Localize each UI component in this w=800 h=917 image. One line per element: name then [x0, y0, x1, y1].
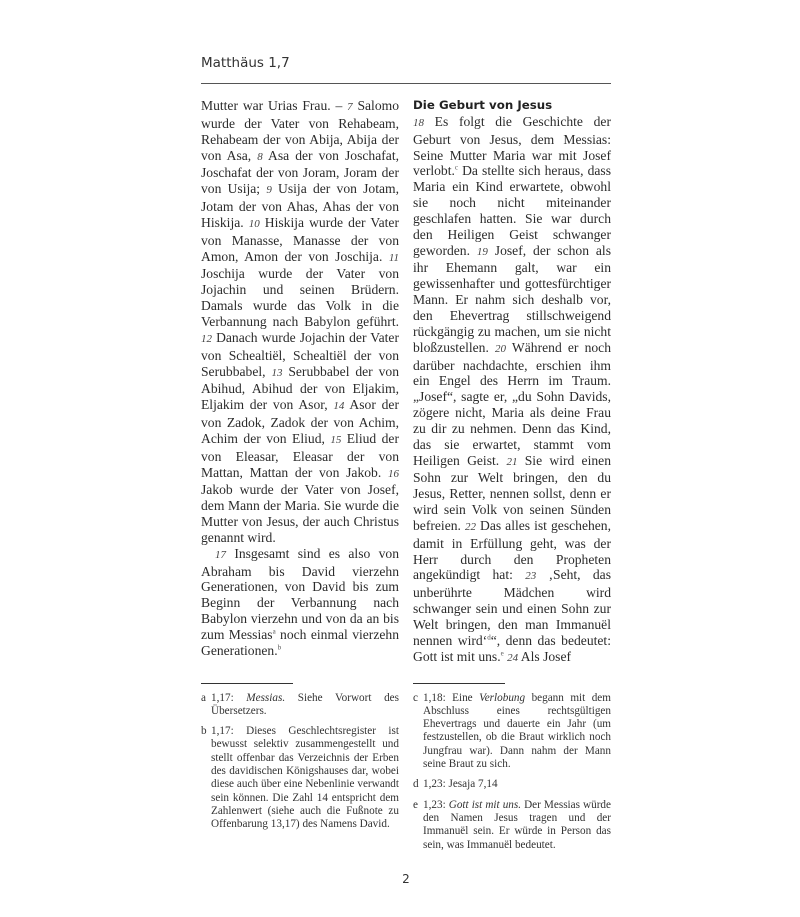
text-run: Usija der von Jotam, Jotam der von Ahas, Ahas der von Hiskija.	[201, 181, 399, 230]
text-run: Danach wurde Jojachin der Vater von Schealtiël, Schealtiël der von Serubbabel,	[201, 329, 399, 379]
text-run: Das alles ist geschehen, damit in Erfüllung geht, was der Herr durch den Propheten angekündigt hat:	[413, 517, 612, 583]
text-run: 1,17: Dieses Geschlechtsregister ist bewusst selektiv zusammengestellt und stellt offenbar das Verzeichnis der Erben des davidischen Königshauses dar, wobei diese auch über eine Nebenlinie verwandt sein können. Die Zahl 14 entspricht dem Zahlenwert (siehe auch die Fußnote zu Offenbarung 13,17) des Namens David.	[211, 725, 399, 831]
footnotes-right	[413, 692, 611, 852]
verse-number: 10	[248, 217, 260, 230]
verse-number: 7	[347, 101, 353, 113]
footnote-italic-term: Gott ist mit uns.	[448, 798, 522, 811]
paragraph-genealogy	[201, 98, 399, 546]
footnote-reference[interactable]: c	[454, 163, 459, 172]
verse-number: 19	[476, 245, 488, 258]
verse-number: 13	[271, 366, 283, 379]
footnote-reference[interactable]: b	[277, 643, 282, 652]
verse-number: 8	[257, 150, 263, 163]
text-run: Salomo wurde der Vater von Rehabeam, Rehabeam der von Abija, Abija der von Asa,	[201, 98, 399, 163]
footnote-reference[interactable]: d	[487, 633, 491, 642]
verse-number: 18	[413, 116, 424, 129]
footnote	[201, 692, 399, 719]
text-run: Asor der von Zadok, Zadok der von Achim, Achim der von Eliud,	[201, 397, 399, 446]
footnote-mark: c	[413, 691, 418, 704]
text-run: Hiskija wurde der Vater von Manasse, Manasse der von Amon, Amon der von Joschija.	[201, 214, 399, 264]
paragraph-birth-of-jesus	[413, 114, 611, 667]
footnote-reference[interactable]: e	[500, 649, 504, 658]
footnote	[413, 799, 611, 852]
footnote-mark: d	[413, 778, 419, 791]
text-run: 1,18: Eine	[423, 691, 480, 704]
section-heading: Die Geburt von Jesus	[413, 98, 553, 112]
text-run: ‚Seht, das unberührte Mädchen wird schwanger sein und einen Sohn zur Welt bringen, den man Immanuël nennen wird‘	[413, 567, 611, 648]
text-run: Serubbabel der von Abihud, Abihud der von Eljakim, Eljakim der von Asor,	[201, 363, 399, 413]
verse-number: 15	[330, 433, 342, 446]
footnotes-right-column	[413, 683, 611, 859]
text-run: noch einmal vierzehn Generationen.	[201, 627, 399, 658]
verse-number: 16	[388, 467, 399, 480]
verse-number: 23	[525, 570, 537, 583]
header-rule	[201, 83, 611, 84]
text-run: Es folgt die Geschichte der Geburt von Jesus, dem Messias: Seine Mutter Maria war mit Josef verlobt.	[413, 113, 611, 179]
footnote	[413, 778, 611, 791]
page-number: 2	[402, 871, 410, 886]
verse-number: 20	[495, 342, 507, 355]
text-run: “, denn das bedeutet: Gott ist mit uns.	[413, 632, 611, 664]
footnote-area	[201, 683, 611, 859]
footnote-text	[211, 725, 399, 831]
text-run: begann mit dem Abschluss eines rechtsgültigen Ehevertrags und dauerte ein Jahr (um festzustellen, ob die Braut wirklich noch Jungfrau war). Dann nahm der Mann seine Braut zu sich.	[423, 691, 611, 771]
text-run: Jakob wurde der Vater von Josef, dem Mann der Maria. Sie wurde die Mutter von Jesus, der auch Christus genannt wird.	[201, 482, 399, 545]
running-head: Matthäus 1,7	[201, 55, 290, 71]
footnote-rule-left	[201, 683, 293, 684]
footnotes-left	[201, 692, 399, 832]
left-text-column	[201, 98, 399, 667]
footnotes-left-column	[201, 683, 399, 859]
text-run: Sie wird einen Sohn zur Welt bringen, den du Jesus, Retter, nennen sollst, denn er wird sein Volk von seinen Sünden befreien.	[413, 452, 611, 533]
text-run: Insgesamt sind es also von Abraham bis David vierzehn Generationen, von David bis zum Beginn der Verbannung nach Babylon vierzehn und von da an bis zum Messias	[201, 545, 399, 642]
page-content	[201, 0, 611, 917]
text-run: 1,17:	[211, 691, 247, 704]
text-run: Als Josef	[518, 648, 572, 664]
text-run: Während er noch darüber nachdachte, erschien ihm ein Engel des Herrn im Traum. „Josef“, sagte er, „du Sohn Davids, zögere nicht, Maria als deine Frau zu dir zu nehmen. Denn das Kind, das sie erwartet, stammt vom Heiligen Geist.	[413, 339, 612, 468]
text-run: 1,23:	[423, 798, 449, 811]
text-run: Da stellte sich heraus, dass Maria ein Kind erwartete, obwohl sie noch nicht miteinander geschlafen hatten. Sie war durch den Heiligen Geist schwanger geworden.	[413, 163, 611, 258]
footnote-mark: b	[201, 725, 207, 738]
text-run: 1,23: Jesaja 7,14	[423, 778, 498, 791]
text-run: Der Messias würde den Namen Jesus tragen und der Immanuël sein. Er würde in Person das sein, was Immanuël bedeutet.	[423, 798, 611, 851]
footnote-reference[interactable]: a	[272, 627, 276, 636]
paragraph-summary	[201, 546, 399, 659]
footnote-text	[423, 799, 611, 852]
footnote-text	[423, 692, 611, 772]
footnote-italic-term: Verlobung	[479, 691, 526, 704]
footnote-mark: e	[413, 798, 418, 811]
text-run: Asa der von Joschafat, Joschafat der von Joram, Joram der von Usija;	[201, 147, 399, 197]
text-run: Siehe Vorwort des Übersetzers.	[211, 691, 399, 717]
text-run: Mutter war Urias Frau. –	[201, 98, 348, 113]
footnote-rule-right	[413, 683, 505, 684]
footnote-italic-term: Messias.	[246, 691, 286, 704]
footnote	[201, 725, 399, 831]
verse-number: 22	[464, 520, 476, 533]
verse-number: 9	[266, 184, 272, 197]
verse-number: 12	[201, 332, 212, 345]
verse-number: 17	[215, 548, 226, 561]
verse-number: 11	[388, 251, 399, 264]
verse-number: 21	[506, 455, 518, 468]
right-text-column	[413, 98, 611, 667]
footnote-mark: a	[201, 691, 206, 704]
verse-number: 24	[507, 651, 519, 664]
footnote	[413, 692, 611, 772]
footnote-text	[211, 692, 399, 719]
footnote-text	[423, 778, 611, 791]
text-run: Eliud der von Eleasar, Eleasar der von Mattan, Mattan der von Jakob.	[201, 430, 399, 480]
verse-number: 14	[333, 400, 345, 413]
text-run: Josef, der schon als ihr Ehemann galt, war ein gewissenhafter und gottesfürchtiger Mann. Er nahm sich deshalb vor, den Ehevertrag stillschweigend rückgängig zu machen, um sie nicht bloßzustellen.	[413, 242, 611, 355]
text-run: Joschija wurde der Vater von Jojachin und seinen Brüdern. Damals wurde das Volk in die Verbannung nach Babylon geführt.	[201, 266, 399, 329]
body-columns	[201, 98, 611, 667]
